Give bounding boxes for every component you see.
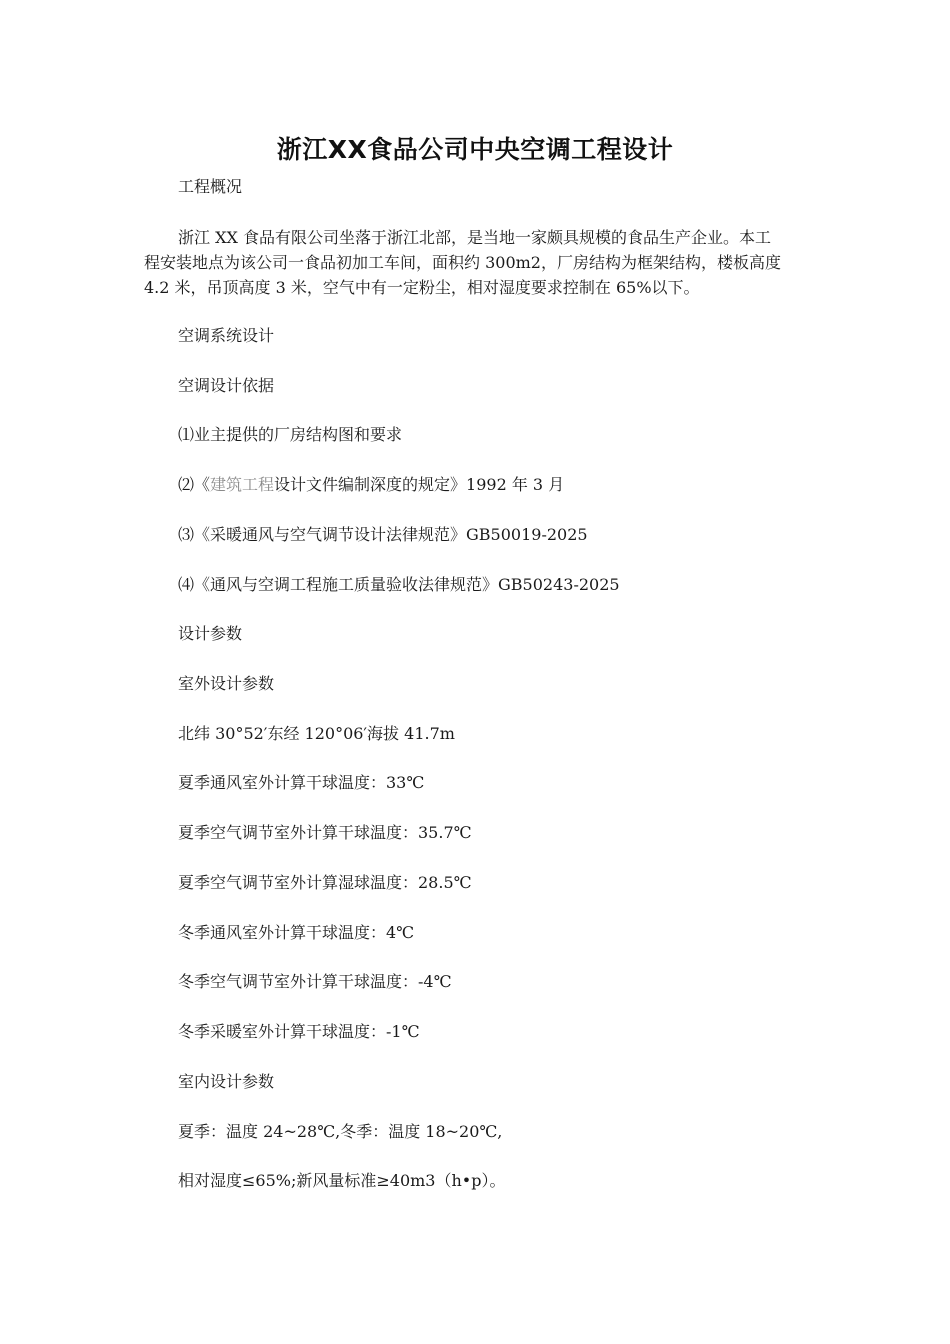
indoor-param: 相对湿度≤65%;新风量标准≥40m3（h•p）。 xyxy=(178,1171,506,1190)
section-heading-overview: 工程概况 xyxy=(178,177,243,196)
outdoor-param: 北纬 30°52′东经 120°06′海拔 41.7m xyxy=(178,724,455,743)
overview-paragraph xyxy=(144,225,806,300)
outdoor-param: 夏季空气调节室外计算干球温度：35.7℃ xyxy=(178,823,472,842)
outdoor-param: 冬季通风室外计算干球温度：4℃ xyxy=(178,923,415,942)
outdoor-param: 夏季通风室外计算干球温度：33℃ xyxy=(178,773,425,792)
basis-item-2-gray: 建筑工程 xyxy=(210,475,275,494)
basis-item-4: ⑷《通风与空调工程施工质量验收法律规范》GB50243-2025 xyxy=(178,575,620,594)
section-heading-indoor: 室内设计参数 xyxy=(178,1072,275,1091)
basis-item-2-prefix: ⑵《 xyxy=(178,475,211,494)
section-heading-params: 设计参数 xyxy=(178,624,243,643)
outdoor-param: 冬季空气调节室外计算干球温度：-4℃ xyxy=(178,972,452,991)
basis-item-1: ⑴业主提供的厂房结构图和要求 xyxy=(178,425,403,444)
section-heading-basis: 空调设计依据 xyxy=(178,376,275,395)
outdoor-param: 夏季空气调节室外计算湿球温度：28.5℃ xyxy=(178,873,472,892)
basis-item-3: ⑶《采暖通风与空气调节设计法律规范》GB50019-2025 xyxy=(178,525,588,544)
indoor-param: 夏季：温度 24~28℃,冬季：温度 18~20℃, xyxy=(178,1122,503,1141)
outdoor-param: 冬季采暖室外计算干球温度：-1℃ xyxy=(178,1022,420,1041)
basis-item-2 xyxy=(178,474,564,496)
overview-line-1: 浙江 XX 食品有限公司坐落于浙江北部，是当地一家颇具规模的食品生产企业。本工 xyxy=(178,228,771,247)
document-title: 浙江XX食品公司中央空调工程设计 xyxy=(276,135,674,164)
section-heading-system: 空调系统设计 xyxy=(178,326,275,345)
overview-line-3: 4.2 米，吊顶高度 3 米，空气中有一定粉尘，相对湿度要求控制在 65%以下。 xyxy=(144,278,700,297)
basis-item-2-suffix: 设计文件编制深度的规定》1992 年 3 月 xyxy=(274,475,565,494)
section-heading-outdoor: 室外设计参数 xyxy=(178,674,275,693)
overview-line-2: 程安装地点为该公司一食品初加工车间，面积约 300m2，厂房结构为框架结构，楼板高度 xyxy=(144,253,781,272)
